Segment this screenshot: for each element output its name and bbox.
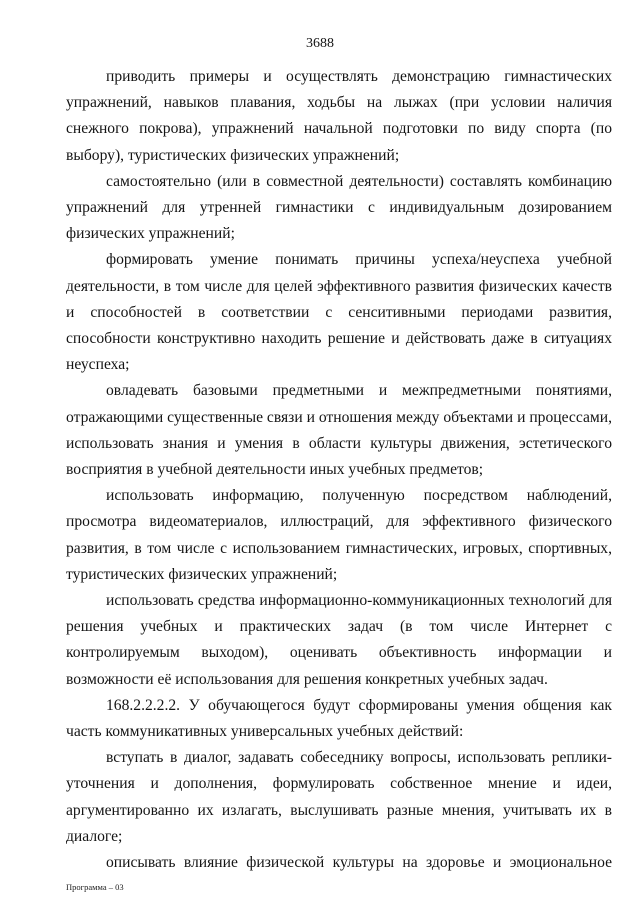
- paragraph: овладевать базовыми предметными и межпредметными понятиями, отражающими существенные связи и отношения между объектами и процессами, использовать знания и умения в области культуры движения, эстетического восприятия в учебной деятельности иных учебных предметов;: [66, 382, 612, 479]
- paragraph-continued: описывать влияние физической культуры на здоровье и эмоциональное: [106, 854, 612, 872]
- paragraph: приводить примеры и осуществлять демонстрацию гимнастических упражнений, навыков плавания, ходьбы на лыжах (при условии наличия снежного покрова), упражнений начальной подготовки по виду спорта (по выбору), туристических физических упражнений;: [66, 68, 612, 164]
- paragraph: использовать средства информационно-коммуникационных технологий для решения учебных и практических задач (в том числе Интернет с контролируемым выходом), оценивать объективность информации и возможности её использования для решения конкретных учебных задач.: [66, 592, 612, 688]
- document-body: [66, 64, 612, 876]
- section-paragraph: 168.2.2.2.2. У обучающегося будут сформированы умения общения как часть коммуникативных универсальных учебных действий:: [66, 696, 612, 741]
- paragraph: самостоятельно (или в совместной деятельности) составлять комбинацию упражнений для утренней гимнастики с индивидуальным дозированием физических упражнений;: [66, 172, 612, 243]
- paragraph: формировать умение понимать причины успеха/неуспеха учебной деятельности, в том числе для целей эффективного развития физических качеств и способностей в соответствии с сенситивными периодами развития, способности конструктивно находить решение и действовать даже в ситуациях неуспеха;: [66, 251, 612, 374]
- page-number: 3688: [306, 36, 334, 51]
- footer-label: Программа – 03: [66, 882, 124, 892]
- paragraph: использовать информацию, полученную посредством наблюдений, просмотра видеоматериалов, иллюстраций, для эффективного физического развития, в том числе с использованием гимнастических, игровых, спортивных, туристических физических упражнений;: [66, 487, 612, 583]
- paragraph: вступать в диалог, задавать собеседнику вопросы, использовать реплики-уточнения и дополнения, формулировать собственное мнение и идеи, аргументированно их излагать, выслушивать разные мнения, учитывать их в диалоге;: [66, 749, 612, 845]
